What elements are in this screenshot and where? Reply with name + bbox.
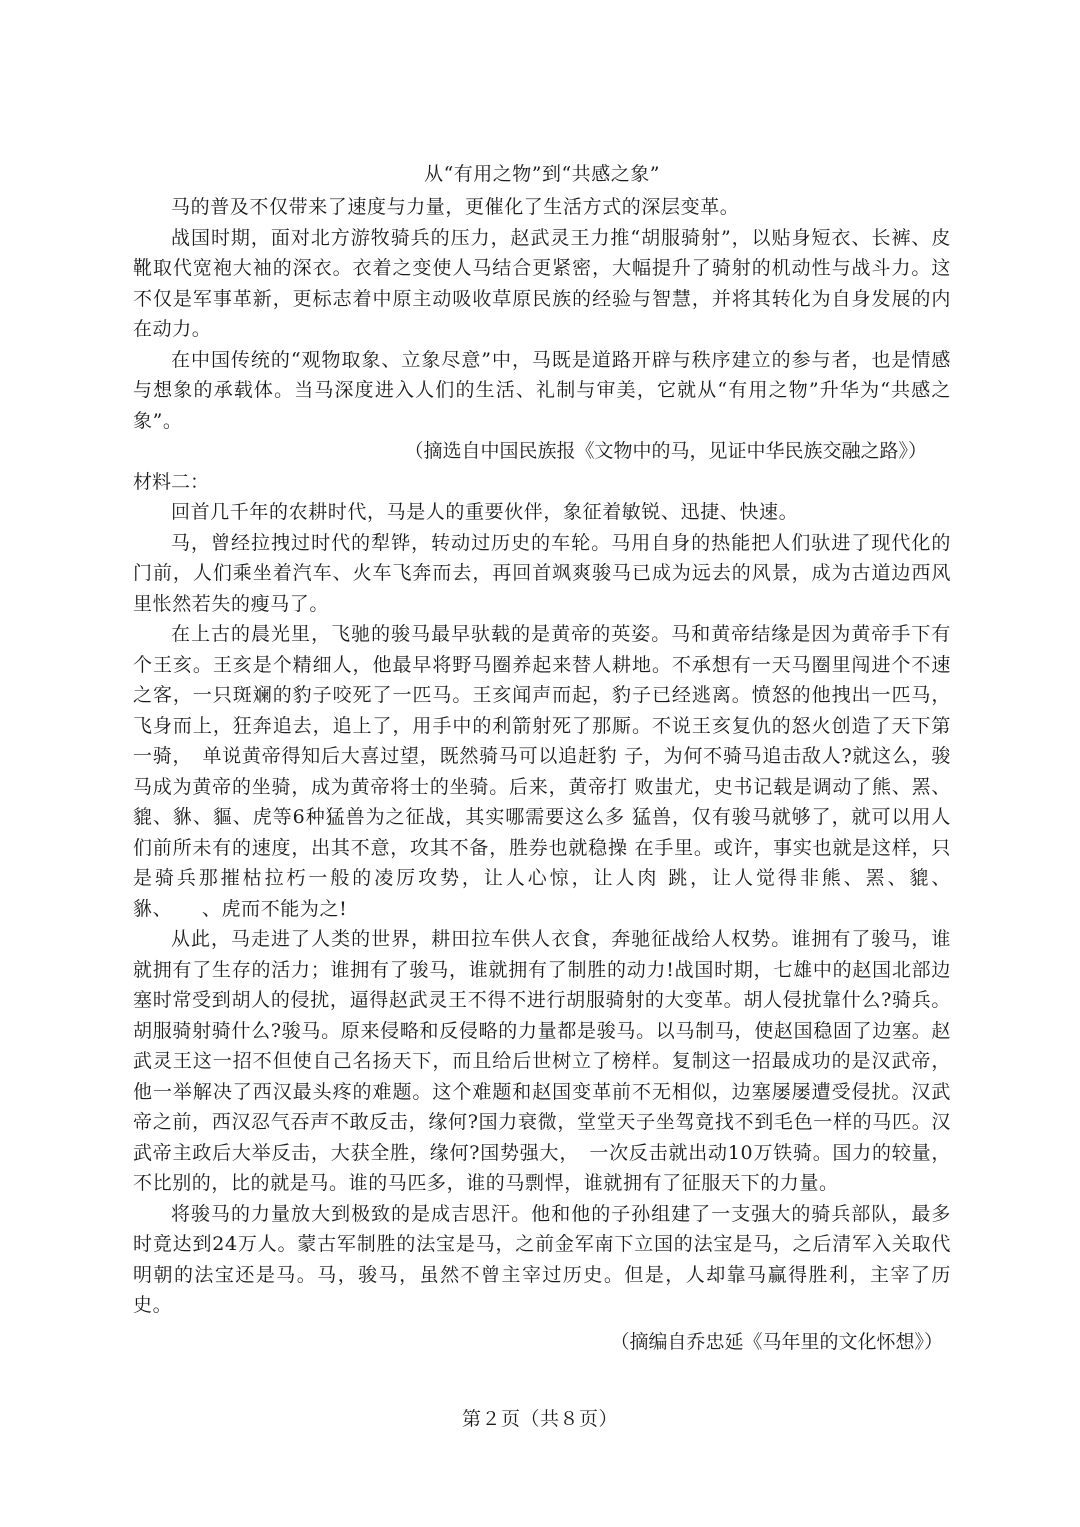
material2-paragraph: 将骏马的力量放大到极致的是成吉思汗。他和他的子孙组建了一支强大的骑兵部队，最多时竟达到24万人。蒙古军制胜的法宝是马，之前金军南下立国的法宝是马，之后清军入关取代明朝的法宝还是马。马，骏马，虽然不曾主宰过历史。但是，人却靠马赢得胜利，主宰了历史。 — [133, 1202, 951, 1316]
material1-paragraph: 在中国传统的“观物取象、立象尽意”中，马既是道路开辟与秩序建立的参与者，也是情感与想象的承载体。当马深度进入人们的生活、礼制与审美，它就从“有用之物”升华为“共感之象”。 — [133, 348, 951, 432]
document-page — [133, 160, 951, 1357]
material2-source: （摘编自乔忠延《马年里的文化怀想》） — [610, 1330, 943, 1353]
material1-source: （摘选自中国民族报《文物中的马，见证中华民族交融之路》） — [404, 440, 927, 462]
material2-paragraph: 马，曾经拉拽过时代的犁铧，转动过历史的车轮。马用自身的热能把人们驮进了现代化的门前，人们乘坐着汽车、火车飞奔而去，再回首飒爽骏马已成为远去的风景，成为古道边西风里怅然若失的瘦马了。 — [133, 531, 951, 615]
material2-paragraph: 从此，马走进了人类的世界，耕田拉车供人衣食，奔驰征战给人权势。谁拥有了骏马，谁就拥有了生存的活力；谁拥有了骏马，谁就拥有了制胜的动力!战国时期，七雄中的赵国北部边塞时常受到胡人的侵扰，逼得赵武灵王不得不进行胡服骑射的大变革。胡人侵扰靠什么?骑兵。胡服骑射骑什么?骏马。原来侵略和反侵略的力量都是骏马。以马制马，使赵国稳固了边塞。赵武灵王这一招不但使自己名扬天下，而且给后世树立了榜样。复制这一招最成功的是汉武帝，他一举解决了西汉最头疼的难题。这个难题和赵国变革前不无相似，边塞屡屡遭受侵扰。汉武帝之前，西汉忍气吞声不敢反击，缘何?国力衰微，堂堂天子坐驾竟找不到毛色一样的马匹。汉武帝主政后大举反击，大获全胜，缘何?国势强大， 一次反击就出动10万铁骑。国力的较量，不比别的，比的就是马。谁的马匹多，谁的马剽悍，谁就拥有了征服天下的力量。 — [133, 928, 951, 1194]
page-number-footer: 第２页（共８页） — [461, 1408, 618, 1430]
material1-paragraph: 战国时期，面对北方游牧骑兵的压力，赵武灵王力推“胡服骑射”，以贴身短衣、长裤、皮靴取代宽袍大袖的深衣。衣着之变使人马结合更紧密，大幅提升了骑射的机动性与战斗力。这不仅是军事革新，更标志着中原主动吸收草原民族的经验与智慧，并将其转化为自身发展的内在动力。 — [133, 226, 951, 340]
material2-label: 材料二： — [133, 470, 210, 493]
material1-paragraph: 马的普及不仅带来了速度与力量，更催化了生活方式的深层变革。 — [171, 196, 740, 218]
material2-paragraph: 回首几千年的农耕时代，马是人的重要伙伴，象征着敏锐、迅捷、快速。 — [171, 501, 799, 523]
material1-title: 从“有用之物”到“共感之象” — [424, 163, 660, 185]
material2-paragraph: 在上古的晨光里，飞驰的骏马最早驮载的是黄帝的英姿。马和黄帝结缘是因为黄帝手下有个王亥。王亥是个精细人，他最早将野马圈养起来替人耕地。不承想有一天马圈里闯进个不速之客，一只斑斓的豹子咬死了一匹马。王亥闻声而起，豹子已经逃离。愤怒的他拽出一匹马，飞身而上，狂奔追去，追上了，用手中的利箭射死了那厮。不说王亥复仇的怒火创造了天下第一骑， 单说黄帝得知后大喜过望，既然骑马可以追赶豹 子，为何不骑马追击敌人?就这么，骏马成为黄帝的坐骑，成为黄帝将士的坐骑。后来，黄帝打 败蚩尤，史书记载是调动了熊、罴、貔、貅、貙、虎等6种猛兽为之征战，其实哪需要这么多 猛兽，仅有骏马就够了，就可以用人们前所未有的速度，出其不意，攻其不备，胜券也就稳操 在手里。或许，事实也就是这样，只是骑兵那摧枯拉朽一般的凌厉攻势，让人心惊，让人肉 跳，让人觉得非熊、罴、貔、貅、 、虎而不能为之! — [133, 623, 951, 920]
